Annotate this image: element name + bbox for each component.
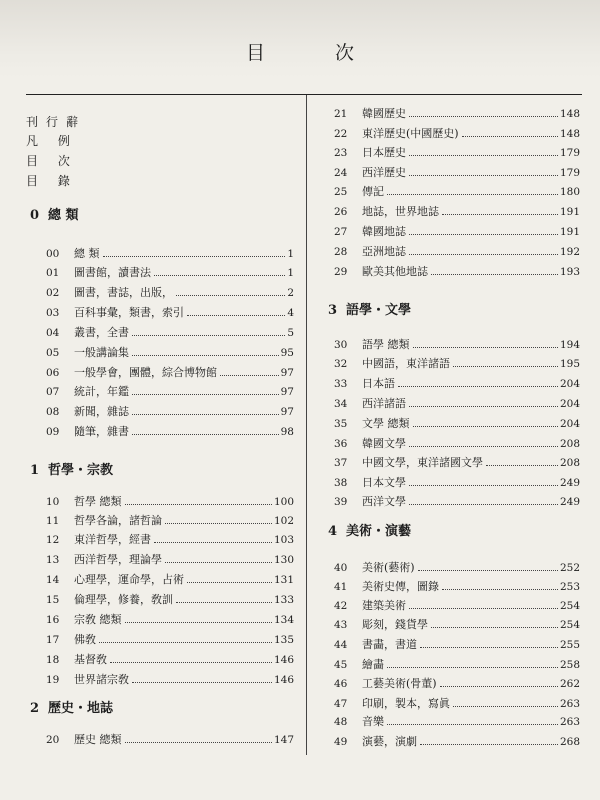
toc-entry <box>334 456 580 470</box>
entry-page: 4 <box>287 307 294 319</box>
toc-entry <box>334 658 580 672</box>
dot-leader <box>440 686 558 687</box>
dot-leader <box>154 542 272 543</box>
toc-entry <box>334 476 580 490</box>
entry-page: 204 <box>559 418 580 430</box>
entry-label: 基督敎 <box>74 653 107 666</box>
dot-leader <box>420 744 558 745</box>
section-title: 總 類 <box>48 208 79 223</box>
toc-entry <box>46 533 294 547</box>
toc-entry <box>334 107 580 121</box>
entry-page: 192 <box>559 246 580 258</box>
toc-entry <box>46 326 294 340</box>
toc-entry <box>46 366 294 380</box>
entry-label: 美術史傳，圖錄 <box>362 580 439 593</box>
entry-label: 西洋歷史 <box>362 166 406 179</box>
dot-leader <box>413 426 558 427</box>
entry-code: 07 <box>46 386 60 398</box>
entry-label: 彫刻，錢貨學 <box>362 618 428 631</box>
entry-label: 歷史 總類 <box>74 733 122 746</box>
entry-code: 21 <box>334 108 348 120</box>
entry-page: 135 <box>273 634 294 646</box>
toc-entry <box>334 580 580 594</box>
section-title: 歷史・地誌 <box>48 701 114 716</box>
entry-label: 繪畵 <box>362 658 384 671</box>
page-title <box>0 38 600 65</box>
entry-label: 新聞，雜誌 <box>74 405 129 418</box>
dot-leader <box>103 256 286 257</box>
entry-label: 建築美術 <box>362 599 406 612</box>
entry-page: 253 <box>559 581 580 593</box>
dot-leader <box>132 355 279 356</box>
toc-entry <box>334 495 580 509</box>
entry-label: 傳記 <box>362 185 384 198</box>
entry-page: 268 <box>559 736 580 748</box>
toc-entry <box>46 573 294 587</box>
entry-page: 263 <box>559 716 580 728</box>
entry-code: 33 <box>334 378 348 390</box>
dot-leader <box>409 234 558 235</box>
toc-entry <box>46 733 294 747</box>
toc-entry <box>334 417 580 431</box>
entry-code: 00 <box>46 248 60 260</box>
front-matter-item <box>26 155 78 167</box>
entry-page: 263 <box>559 698 580 710</box>
entry-code: 13 <box>46 554 60 566</box>
dot-leader <box>442 589 558 590</box>
entry-page: 193 <box>559 266 580 278</box>
entry-code: 41 <box>334 581 348 593</box>
entry-label: 百科事彙，類書，索引 <box>74 306 184 319</box>
front-matter-item <box>26 116 86 128</box>
entry-code: 19 <box>46 674 60 686</box>
dot-leader <box>453 706 558 707</box>
dot-leader <box>99 642 272 643</box>
toc-entry <box>334 377 580 391</box>
dot-leader <box>176 602 272 603</box>
entry-code: 23 <box>334 147 348 159</box>
section-title: 美術・演藝 <box>346 524 412 539</box>
dot-leader <box>220 375 279 376</box>
dot-leader <box>453 366 558 367</box>
front-matter-label: 刊行辭 <box>26 115 87 129</box>
header-rule <box>26 94 582 95</box>
entry-page: 5 <box>287 327 294 339</box>
dot-leader <box>409 485 558 486</box>
entry-page: 204 <box>559 398 580 410</box>
entry-page: 191 <box>559 206 580 218</box>
entry-page: 97 <box>280 406 294 418</box>
entry-label: 地誌，世界地誌 <box>362 205 439 218</box>
dot-leader <box>132 414 279 415</box>
entry-label: 圖書館，讀書法 <box>74 266 151 279</box>
entry-page: 180 <box>559 186 580 198</box>
entry-page: 98 <box>280 426 294 438</box>
toc-entry <box>334 205 580 219</box>
dot-leader <box>110 662 272 663</box>
entry-page: 148 <box>559 128 580 140</box>
entry-label: 西洋文學 <box>362 495 406 508</box>
dot-leader <box>409 155 558 156</box>
dot-leader <box>187 315 285 316</box>
entry-code: 20 <box>46 734 60 746</box>
entry-label: 東洋哲學，經書 <box>74 533 151 546</box>
entry-code: 43 <box>334 619 348 631</box>
dot-leader <box>132 335 285 336</box>
entry-page: 103 <box>273 534 294 546</box>
entry-label: 隨筆，雜書 <box>74 425 129 438</box>
entry-page: 95 <box>280 347 294 359</box>
entry-page: 147 <box>273 734 294 746</box>
entry-page: 179 <box>559 167 580 179</box>
section-number: 4 <box>328 524 338 539</box>
entry-page: 255 <box>559 639 580 651</box>
entry-label: 宗敎 總類 <box>74 613 122 626</box>
entry-code: 08 <box>46 406 60 418</box>
toc-entry <box>334 697 580 711</box>
entry-label: 一般學會，團體，綜合博物館 <box>74 366 217 379</box>
dot-leader <box>387 194 558 195</box>
entry-page: 102 <box>273 515 294 527</box>
toc-entry <box>46 346 294 360</box>
toc-entry <box>46 495 294 509</box>
entry-page: 262 <box>559 678 580 690</box>
entry-page: 191 <box>559 226 580 238</box>
dot-leader <box>420 647 558 648</box>
section-title: 哲學・宗教 <box>48 463 114 478</box>
entry-label: 總 類 <box>74 247 100 260</box>
entry-code: 39 <box>334 496 348 508</box>
entry-label: 統計，年鑑 <box>74 385 129 398</box>
entry-code: 45 <box>334 659 348 671</box>
entry-code: 25 <box>334 186 348 198</box>
entry-code: 27 <box>334 226 348 238</box>
dot-leader <box>413 347 558 348</box>
entry-page: 130 <box>273 554 294 566</box>
entry-page: 2 <box>287 287 294 299</box>
entry-label: 中國語，東洋諸語 <box>362 357 450 370</box>
entry-code: 06 <box>46 367 60 379</box>
entry-label: 西洋諸語 <box>362 397 406 410</box>
front-matter-label: 凡 例 <box>26 134 78 148</box>
dot-leader <box>409 504 558 505</box>
entry-code: 44 <box>334 639 348 651</box>
dot-leader <box>486 465 558 466</box>
entry-label: 工藝美術(骨董) <box>362 677 437 690</box>
entry-page: 208 <box>559 457 580 469</box>
entry-label: 亞洲地誌 <box>362 245 406 258</box>
entry-code: 11 <box>46 515 60 527</box>
entry-code: 30 <box>334 339 348 351</box>
entry-label: 圖書，書誌，出版， <box>74 286 173 299</box>
dot-leader <box>409 406 558 407</box>
entry-label: 世界諸宗敎 <box>74 673 129 686</box>
entry-code: 35 <box>334 418 348 430</box>
dot-leader <box>165 562 272 563</box>
entry-label: 語學 總類 <box>362 338 410 351</box>
toc-entry <box>46 673 294 687</box>
toc-entry <box>46 633 294 647</box>
toc-entry <box>334 245 580 259</box>
entry-page: 146 <box>273 674 294 686</box>
section-number: 3 <box>328 303 338 318</box>
toc-entry <box>334 437 580 451</box>
entry-code: 14 <box>46 574 60 586</box>
entry-label: 印刷，製本，寫眞 <box>362 697 450 710</box>
section-title: 語學・文學 <box>346 303 412 318</box>
entry-code: 46 <box>334 678 348 690</box>
section-heading <box>30 204 79 223</box>
entry-label: 哲學 總類 <box>74 495 122 508</box>
entry-label: 一般講論集 <box>74 346 129 359</box>
toc-entry <box>334 225 580 239</box>
entry-code: 38 <box>334 477 348 489</box>
title-char-1: 目 <box>245 42 265 64</box>
entry-label: 中國文學，東洋諸國文學 <box>362 456 483 469</box>
entry-code: 28 <box>334 246 348 258</box>
entry-code: 34 <box>334 398 348 410</box>
entry-page: 249 <box>559 477 580 489</box>
entry-code: 01 <box>46 267 60 279</box>
dot-leader <box>409 116 558 117</box>
entry-code: 24 <box>334 167 348 179</box>
entry-label: 倫理學，修養，敎訓 <box>74 593 173 606</box>
section-heading <box>328 520 411 539</box>
entry-label: 日本語 <box>362 377 395 390</box>
dot-leader <box>431 274 558 275</box>
entry-label: 文學 總類 <box>362 417 410 430</box>
entry-page: 1 <box>287 248 294 260</box>
entry-code: 09 <box>46 426 60 438</box>
toc-entry <box>334 185 580 199</box>
entry-label: 音樂 <box>362 715 384 728</box>
entry-code: 18 <box>46 654 60 666</box>
entry-label: 東洋歷史(中國歷史) <box>362 127 459 140</box>
entry-page: 208 <box>559 438 580 450</box>
dot-leader <box>409 608 558 609</box>
toc-entry <box>46 385 294 399</box>
title-char-2: 次 <box>335 42 355 64</box>
toc-entry <box>334 599 580 613</box>
entry-code: 04 <box>46 327 60 339</box>
front-matter-item <box>26 175 78 187</box>
entry-page: 195 <box>559 358 580 370</box>
toc-entry <box>334 618 580 632</box>
entry-code: 15 <box>46 594 60 606</box>
section-heading <box>30 459 113 478</box>
dot-leader <box>154 275 285 276</box>
entry-page: 148 <box>559 108 580 120</box>
dot-leader <box>132 394 279 395</box>
section-number: 1 <box>30 463 40 478</box>
entry-code: 26 <box>334 206 348 218</box>
entry-code: 02 <box>46 287 60 299</box>
toc-entry <box>46 593 294 607</box>
toc-entry <box>334 146 580 160</box>
entry-code: 36 <box>334 438 348 450</box>
toc-entry <box>46 405 294 419</box>
entry-label: 韓國歷史 <box>362 107 406 120</box>
entry-code: 17 <box>46 634 60 646</box>
entry-label: 演藝，演劇 <box>362 735 417 748</box>
dot-leader <box>398 386 558 387</box>
dot-leader <box>431 627 558 628</box>
entry-code: 22 <box>334 128 348 140</box>
entry-code: 40 <box>334 562 348 574</box>
column-divider <box>306 95 307 755</box>
toc-entry <box>334 338 580 352</box>
entry-label: 佛敎 <box>74 633 96 646</box>
section-number: 2 <box>30 701 40 716</box>
entry-page: 258 <box>559 659 580 671</box>
section-heading <box>30 697 113 716</box>
dot-leader <box>387 724 558 725</box>
section-number: 0 <box>30 208 40 223</box>
toc-entry <box>334 677 580 691</box>
entry-code: 47 <box>334 698 348 710</box>
entry-code: 32 <box>334 358 348 370</box>
entry-label: 韓國文學 <box>362 437 406 450</box>
entry-page: 97 <box>280 386 294 398</box>
toc-entry <box>334 265 580 279</box>
entry-page: 97 <box>280 367 294 379</box>
entry-label: 西洋哲學，理論學 <box>74 553 162 566</box>
entry-code: 03 <box>46 307 60 319</box>
entry-page: 249 <box>559 496 580 508</box>
entry-code: 48 <box>334 716 348 728</box>
dot-leader <box>132 682 272 683</box>
dot-leader <box>165 523 272 524</box>
entry-page: 146 <box>273 654 294 666</box>
dot-leader <box>125 742 272 743</box>
entry-page: 179 <box>559 147 580 159</box>
toc-entry <box>46 553 294 567</box>
dot-leader <box>387 667 558 668</box>
entry-page: 100 <box>273 496 294 508</box>
dot-leader <box>442 214 558 215</box>
entry-page: 134 <box>273 614 294 626</box>
entry-page: 204 <box>559 378 580 390</box>
dot-leader <box>187 582 272 583</box>
toc-entry <box>334 127 580 141</box>
dot-leader <box>409 446 558 447</box>
toc-entry <box>334 357 580 371</box>
entry-page: 254 <box>559 619 580 631</box>
entry-page: 133 <box>273 594 294 606</box>
dot-leader <box>125 622 272 623</box>
entry-code: 12 <box>46 534 60 546</box>
dot-leader <box>409 175 558 176</box>
entry-label: 叢書，全書 <box>74 326 129 339</box>
entry-code: 16 <box>46 614 60 626</box>
front-matter-label: 目 次 <box>26 154 78 168</box>
entry-label: 歐美其他地誌 <box>362 265 428 278</box>
toc-entry <box>334 561 580 575</box>
entry-label: 日本歷史 <box>362 146 406 159</box>
toc-entry <box>334 638 580 652</box>
toc-entry <box>334 735 580 749</box>
toc-entry <box>46 425 294 439</box>
toc-entry <box>46 653 294 667</box>
entry-code: 29 <box>334 266 348 278</box>
entry-label: 美術(藝術) <box>362 561 415 574</box>
toc-entry <box>334 166 580 180</box>
toc-entry <box>334 715 580 729</box>
entry-code: 05 <box>46 347 60 359</box>
front-matter-item <box>26 135 78 147</box>
entry-code: 42 <box>334 600 348 612</box>
front-matter-label: 目 錄 <box>26 174 78 188</box>
entry-page: 131 <box>273 574 294 586</box>
entry-page: 252 <box>559 562 580 574</box>
dot-leader <box>418 570 558 571</box>
entry-page: 194 <box>559 339 580 351</box>
toc-entry <box>46 266 294 280</box>
entry-page: 1 <box>287 267 294 279</box>
entry-label: 日本文學 <box>362 476 406 489</box>
section-heading <box>328 299 411 318</box>
toc-entry <box>46 286 294 300</box>
toc-entry <box>46 514 294 528</box>
toc-entry <box>334 397 580 411</box>
dot-leader <box>409 254 558 255</box>
entry-code: 37 <box>334 457 348 469</box>
entry-label: 心理學，運命學，占術 <box>74 573 184 586</box>
entry-label: 哲學各論，諸哲論 <box>74 514 162 527</box>
dot-leader <box>462 136 558 137</box>
toc-entry <box>46 247 294 261</box>
toc-entry <box>46 613 294 627</box>
dot-leader <box>176 295 285 296</box>
entry-code: 10 <box>46 496 60 508</box>
entry-label: 書畵，書道 <box>362 638 417 651</box>
dot-leader <box>125 504 272 505</box>
entry-page: 254 <box>559 600 580 612</box>
entry-code: 49 <box>334 736 348 748</box>
entry-label: 韓國地誌 <box>362 225 406 238</box>
dot-leader <box>132 434 279 435</box>
toc-entry <box>46 306 294 320</box>
